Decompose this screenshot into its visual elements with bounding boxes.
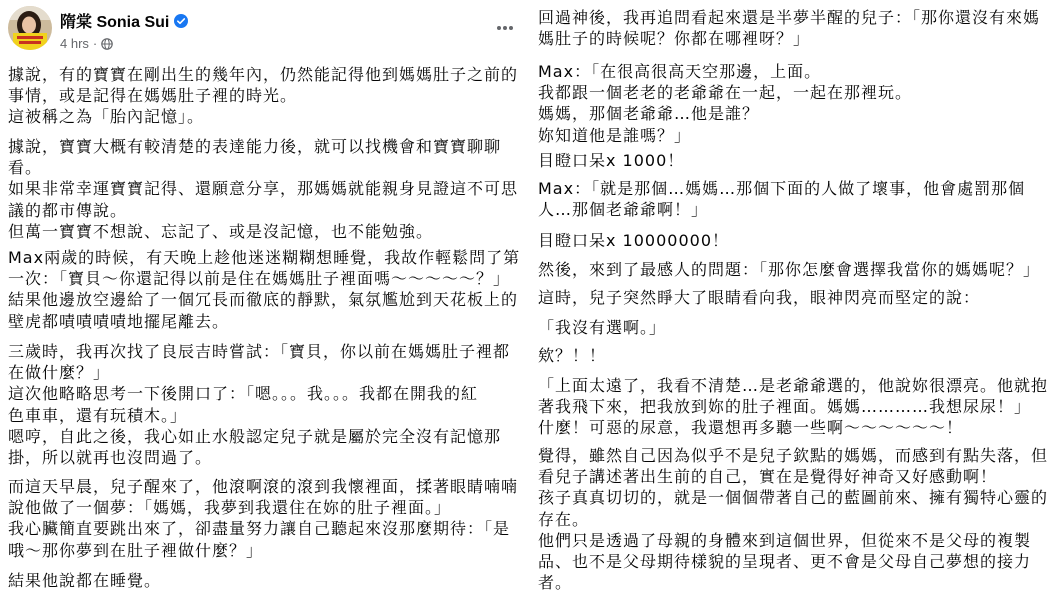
author-row (60, 9, 188, 32)
post-text-line: 壁虎都嘖嘖嘖嘖地擺尾離去。 (8, 311, 230, 331)
post-text-line: 我都跟一個老老的老爺爺在一起，一起在那裡玩。 (538, 83, 913, 103)
post-text-line: 著我飛下來，把我放到妳的肚子裡面。媽媽…………我想尿尿！」 (538, 397, 1032, 417)
post-paragraph (8, 247, 526, 332)
more-options-button[interactable] (492, 18, 518, 38)
post-paragraph (8, 341, 526, 468)
profile-photo-icon (8, 6, 52, 50)
post-text-line: 看兒子講述著出生前的自己，實在是覺得好神奇又好感動啊！ (538, 467, 998, 487)
post-text-line: 目瞪口呆x 1000！ (538, 151, 685, 170)
post-paragraph (538, 317, 1058, 338)
post-paragraph (538, 150, 1058, 171)
post-text-line: 欸？！！ (538, 346, 607, 365)
post-meta (60, 36, 113, 51)
post-text-line: 色車車，還有玩積木。」 (8, 405, 188, 425)
post-text-line: 然後，來到了最感人的問題：「那你怎麼會選擇我當你的媽媽呢？」 (538, 260, 1041, 279)
post-text-line: 事情，或是記得在媽媽肚子裡的時光。 (8, 86, 298, 106)
post-text-line: 目瞪口呆x 10000000！ (538, 231, 729, 250)
post-paragraph (8, 570, 526, 591)
post-text-line: 「我沒有選啊。」 (538, 318, 667, 337)
post-paragraph (538, 259, 1058, 280)
post-paragraph (538, 375, 1058, 439)
post-text-line: 媽肚子的時候呢？你都在哪裡呀？」 (538, 29, 811, 49)
post-paragraph (538, 230, 1058, 251)
post-text-line: 這被稱之為「胎內記憶」。 (8, 107, 205, 127)
post-paragraph (8, 136, 526, 242)
post-text-line: 三歲時，我再次找了良辰吉時嘗試：「寶貝，你以前在媽媽肚子裡都 (8, 342, 511, 361)
post-text-line: 什麼！可惡的尿意，我還想再多聽一些啊～～～～～～！ (538, 418, 964, 438)
post-paragraph (538, 178, 1058, 220)
timestamp-link[interactable]: 4 hrs (60, 36, 89, 51)
post-text-line: 說他做了一個夢：「媽媽，我夢到我還住在妳的肚子裡面。」 (8, 498, 452, 518)
post-paragraph (538, 345, 1058, 366)
post-text-line: Max兩歲的時候，有天晚上趁他迷迷糊糊想睡覺，我故作輕鬆問了第 (8, 248, 521, 267)
post-text-line: 存在。 (538, 509, 590, 529)
more-options-icon (496, 25, 514, 31)
post-text-line: 妳知道他是誰嗎？」 (538, 125, 692, 145)
avatar[interactable] (8, 6, 52, 50)
post-text-line: 「上面太遠了，我看不清楚…是老爺爺選的，他說妳很漂亮。他就抱 (538, 376, 1049, 395)
post-text-line: 我心臟簡直要跳出來了，卻盡量努力讓自己聽起來沒那麼期待：「是 (8, 519, 511, 539)
post-paragraph (8, 476, 526, 561)
post-text-line: 孩子真真切切的，就是一個個帶著自己的藍圖前來、擁有獨特心靈的 (538, 488, 1049, 508)
post-text-line: 哦～那你夢到在肚子裡做什麼？」 (8, 540, 264, 560)
post-column-left (8, 0, 526, 596)
verified-badge-icon (174, 14, 188, 28)
author-name-link[interactable]: 隋棠 Sonia Sui (60, 14, 170, 31)
post-text-line: Max：「在很高很高天空那邊，上面。 (538, 62, 822, 81)
post-column-right (538, 0, 1058, 596)
post-text-line: 嗯哼，自此之後，我心如止水般認定兒子就是屬於完全沒有記憶那 (8, 426, 502, 446)
post-paragraph (538, 287, 1058, 308)
post-text-line: 在做什麼？」 (8, 363, 111, 383)
post-text-line: 覺得，雖然自己因為似乎不是兒子欽點的媽媽，而感到有點失落，但 (538, 446, 1049, 465)
post-paragraph (538, 61, 1058, 146)
globe-icon (101, 38, 113, 50)
post-text-line: 品、也不是父母期待樣貌的呈現者、更不會是父母自己夢想的接力 (538, 551, 1032, 571)
post-text-line: 議的都市傳說。 (8, 200, 128, 220)
post-text-line: 一次：「寶貝～你還記得以前是住在媽媽肚子裡面嗎～～～～～？」 (8, 269, 511, 289)
post-text-line: 他們只是透過了母親的身體來到這個世界，但從來不是父母的複製 (538, 530, 1032, 550)
post-text-line: 掛，所以就再也沒問過了。 (8, 447, 213, 467)
post-text-line: 回過神後，我再追問看起來還是半夢半醒的兒子：「那你還沒有來媽 (538, 8, 1041, 27)
post-paragraph (538, 7, 1058, 49)
post-text-line: 據說，寶寶大概有較清楚的表達能力後，就可以找機會和寶寶聊聊 (8, 137, 502, 156)
post-text-line: 結果他說都在睡覺。 (8, 571, 162, 590)
post-text-line: 結果他邊放空邊給了一個冗長而徹底的靜默，氣氛尷尬到天花板上的 (8, 290, 519, 310)
post-text-line: 人…那個老爺爺啊！」 (538, 200, 709, 220)
post-text-line: Max：「就是那個…媽媽…那個下面的人做了壞事，他會處罰那個 (538, 179, 1026, 198)
post-paragraph (538, 445, 1058, 593)
post-text-line: 如果非常幸運寶寶記得、還願意分享，那媽媽就能親身見證這不可思 (8, 179, 519, 199)
post-text-line: 而這天早晨，兒子醒來了，他滾啊滾的滾到我懷裡面，揉著眼睛喃喃 (8, 477, 519, 496)
post-text-line: 看。 (8, 158, 43, 178)
post-text-line: 但萬一寶寶不想說、忘記了、或是沒記憶，也不能勉強。 (8, 221, 434, 241)
post-text-line: 這次他略略思考一下後開口了：「嗯。。。我。。。我都在開我的紅 (8, 384, 479, 404)
post-text-line: 者。 (538, 573, 573, 593)
post-text-line: 媽媽，那個老爺爺…他是誰？ (538, 104, 760, 124)
meta-separator: · (92, 36, 98, 51)
post-text-line: 據說，有的寶寶在剛出生的幾年內，仍然能記得他到媽媽肚子之前的 (8, 65, 519, 84)
post-text-line: 這時，兒子突然睜大了眼睛看向我，眼神閃亮而堅定的說： (538, 288, 981, 307)
post-paragraph (8, 64, 526, 128)
